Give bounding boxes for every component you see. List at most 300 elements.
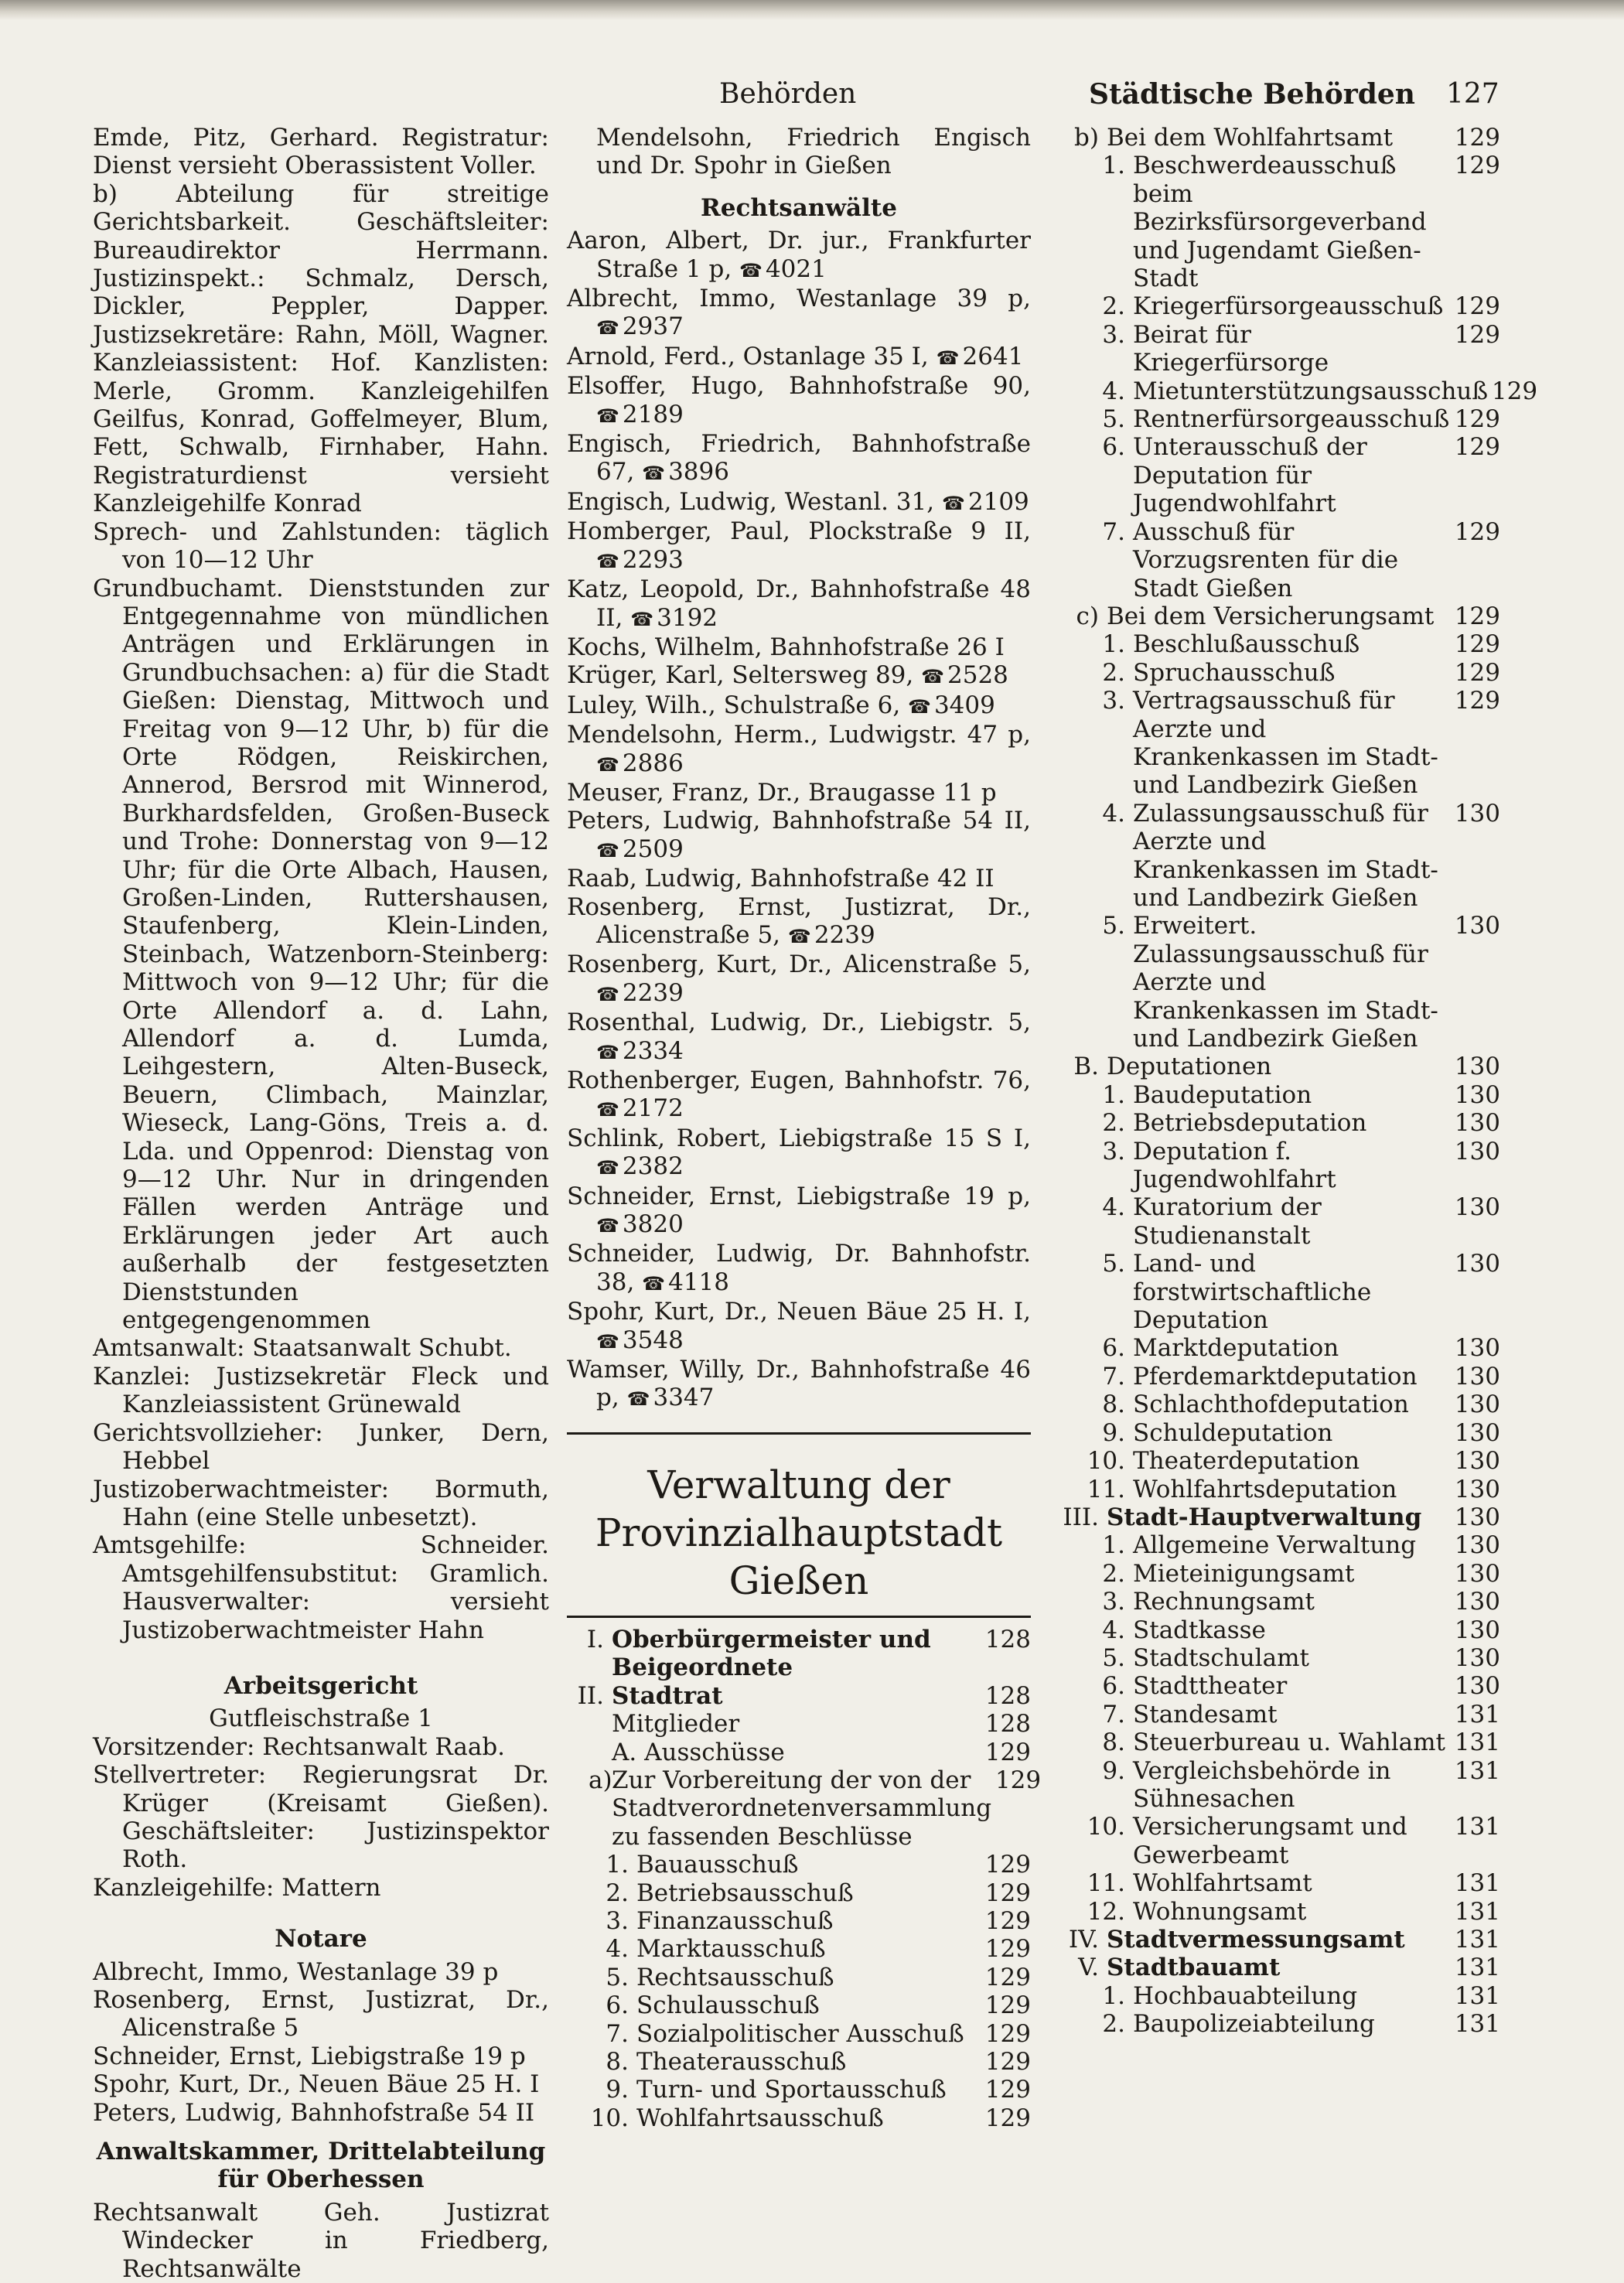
- rechtsanwaelte-heading: Rechtsanwälte: [701, 193, 897, 222]
- toc-number: IV.: [1068, 1926, 1099, 1954]
- lawyer-text: Albrecht, Immo, Westanlage 39 p,: [567, 285, 1031, 313]
- toc-label: Vertragsausschuß für Aerzte und Krankenkassen im Stadt- und Landbezirk Gießen: [1133, 687, 1438, 800]
- toc-page: 129: [984, 2047, 1031, 2076]
- lawyer-phone: 2189: [622, 400, 684, 428]
- arbeitsgericht-para: Kanzleigehilfe: Mattern: [93, 1873, 381, 1902]
- lawyer-text: Raab, Ludwig, Bahnhofstraße 42 II: [567, 865, 995, 893]
- toc-label: Unterausschuß der Deputation für Jugendwohlfahrt: [1133, 433, 1367, 518]
- toc-label: Deputationen: [1107, 1053, 1272, 1081]
- telephone-icon: ☎: [596, 404, 619, 427]
- toc-row: [1056, 1644, 1500, 1672]
- toc-page: 129: [984, 2019, 1031, 2048]
- toc-number: 2.: [1102, 2010, 1125, 2039]
- toc-label: Sozialpolitischer Ausschuß: [636, 2019, 964, 2048]
- toc-page: 130: [1454, 1250, 1500, 1278]
- lawyer-entry: [567, 633, 1031, 661]
- lawyer-phone: 2172: [622, 1094, 684, 1123]
- toc-page: 131: [1454, 1954, 1500, 1982]
- lawyer-text: Schneider, Ludwig, Dr. Bahnhofstr. 38,: [567, 1240, 1031, 1296]
- toc-page: 130: [1454, 1391, 1500, 1419]
- toc-page: 129: [1454, 517, 1500, 546]
- toc-row: [1056, 1560, 1500, 1588]
- telephone-icon: ☎: [921, 666, 945, 688]
- toc-label: Theaterdeputation: [1133, 1447, 1360, 1476]
- toc-row: [1056, 1391, 1500, 1418]
- toc-label: Finanzausschuß: [636, 1906, 834, 1935]
- toc-number: 6.: [606, 1991, 629, 2020]
- left-para: b) Abteilung für streitige Gerichtsbarkeit. Geschäftsleiter: Bureaudirektor Herrmann. Justizinspekt.: Schmalz, Dersch, Dickler, Peppler, Dapper. Justizsekretäre: Rahn, Möll, Wagner. Kanzleiassistent: Hof. Kanzlisten: Merle, Gromm. Kanzleigehilfen Geilfus, Konrad, Goffelmeyer, Blum, Fett, Schwalb, Firnhaber, Hahn. Registraturdienst versieht Kanzleigehilfe Konrad: [93, 179, 549, 518]
- toc-number: 4.: [606, 1935, 629, 1964]
- toc-label: Stadtkasse: [1133, 1616, 1266, 1644]
- toc-row: [1056, 2010, 1500, 2038]
- toc-page: 130: [1454, 1559, 1500, 1588]
- telephone-icon: ☎: [642, 462, 666, 485]
- toc-number: I.: [586, 1625, 604, 1653]
- lawyer-entry: [567, 227, 1031, 285]
- left-para: Emde, Pitz, Gerhard. Registratur: Dienst versieht Oberassistent Voller.: [93, 124, 549, 180]
- lawyer-text: Rosenberg, Kurt, Dr., Alicenstraße 5,: [567, 950, 1031, 979]
- toc-page: 131: [1454, 1700, 1500, 1728]
- toc-label: Ausschuß für Vorzugsrenten für die Stadt Gießen: [1133, 517, 1399, 602]
- toc-number: 11.: [1087, 1475, 1125, 1503]
- toc-row: [567, 1991, 1031, 2019]
- left-para: Grundbuchamt. Dienststunden zur Entgegennahme von mündlichen Anträgen und Erklärungen in Grundbuchsachen: a) für die Stadt Gießen: Dienstag, Mittwoch und Freitag von 9—12 Uhr, b) für die Orte Rödgen, Reiskirchen, Annerod, Bersrod mit Winnerod, Burkhardsfelden, Großen-Buseck und Trohe: Donnerstag von 9—12 Uhr; für die Orte Albach, Hausen, Großen-Linden, Ruttershausen, Staufenberg, Klein-Linden, Steinbach, Watzenborn-Steinberg: Mittwoch von 9—12 Uhr; für die Orte Allendorf a. d. Lahn, Allendorf a. d. Lumda, Leihgestern, Alten-Buseck, Beuern, Climbach, Mainzlar, Wieseck, Lang-Göns, Treis a. d. Lda. und Oppenrod: Dienstag von 9—12 Uhr. Nur in dringenden Fällen werden Anträge und Erklärungen jeder Art auch außerhalb der festgesetzten Dienststunden entgegengenommen: [93, 574, 549, 1335]
- toc-row: [1056, 1813, 1500, 1869]
- toc-row: [1056, 602, 1500, 630]
- toc-page: 130: [1454, 1503, 1500, 1531]
- toc-row: [567, 2076, 1031, 2104]
- toc-label: Allgemeine Verwaltung: [1133, 1531, 1417, 1560]
- toc-row: [1056, 321, 1500, 377]
- telephone-icon: ☎: [596, 550, 619, 572]
- toc-number: 5.: [606, 1963, 629, 1991]
- toc-page: 129: [984, 1991, 1031, 2020]
- lawyer-text: Rosenberg, Ernst, Justizrat, Dr., Alicenstraße 5,: [567, 892, 1031, 949]
- toc-page: 129: [984, 1738, 1031, 1766]
- toc-row: [1056, 405, 1500, 433]
- toc-page: 130: [1454, 1531, 1500, 1560]
- lawyer-entry: [567, 430, 1031, 488]
- toc-label: Kuratorium der Studienanstalt: [1133, 1193, 1322, 1250]
- toc-row: [1056, 1476, 1500, 1503]
- arbeitsgericht-para: Vorsitzender: Rechtsanwalt Raab.: [93, 1732, 506, 1761]
- toc-row: [1056, 1672, 1500, 1700]
- toc-page: 129: [1454, 687, 1500, 715]
- toc-row: [567, 1907, 1031, 1935]
- toc-row: [567, 1879, 1031, 1907]
- lawyer-phone: 2509: [622, 834, 684, 863]
- lawyer-entry: [567, 1066, 1031, 1124]
- lawyer-text: Katz, Leopold, Dr., Bahnhofstraße 48 II,: [567, 575, 1031, 632]
- toc-page: 129: [984, 1963, 1031, 1991]
- lawyer-text: Rothenberger, Eugen, Bahnhofstr. 76,: [567, 1066, 1031, 1094]
- lawyer-phone: 3820: [622, 1210, 684, 1239]
- toc-number: 7.: [1102, 1362, 1125, 1391]
- toc-label: Wohlfahrtsdeputation: [1133, 1475, 1397, 1503]
- mid-continuation: Mendelsohn, Friedrich Engisch und Dr. Spohr in Gießen: [596, 124, 1031, 180]
- toc-label: Betriebsausschuß: [636, 1879, 854, 1907]
- toc-number: 8.: [606, 2047, 629, 2076]
- left-para: Amtsgehilfe: Schneider. Amtsgehilfensubstitut: Gramlich. Hausverwalter: versieht Justizoberwachtmeister Hahn: [93, 1531, 549, 1644]
- middle-column: [567, 124, 1042, 2132]
- toc-page: 129: [995, 1766, 1042, 1794]
- toc-label: Oberbürgermeister und Beigeordnete: [612, 1625, 931, 1682]
- toc-page: 130: [1454, 1080, 1500, 1109]
- toc-page: 129: [1454, 320, 1500, 349]
- lawyer-text: Wamser, Willy, Dr., Bahnhofstraße 46 p,: [567, 1356, 1031, 1412]
- left-para: Gerichtsvollzieher: Junker, Dern, Hebbel: [93, 1418, 549, 1476]
- toc-label: Zulassungsausschuß für Aerzte und Krankenkassen im Stadt- und Landbezirk Gießen: [1133, 799, 1438, 912]
- toc-page: 130: [1454, 1447, 1500, 1476]
- toc-label: Pferdemarktdeputation: [1133, 1362, 1418, 1391]
- lawyer-text: Kochs, Wilhelm, Bahnhofstraße 26 I: [567, 633, 1005, 661]
- lawyer-entry: [567, 721, 1031, 779]
- notar-entry: Rosenberg, Ernst, Justizrat, Dr., Alicenstraße 5: [93, 1986, 549, 2042]
- lawyer-phone: 4118: [668, 1268, 729, 1296]
- toc-number: 6.: [1102, 433, 1125, 462]
- toc-row: [1056, 1757, 1500, 1814]
- telephone-icon: ☎: [941, 492, 965, 514]
- toc-number: 4.: [1102, 1616, 1125, 1644]
- toc-row: [1056, 152, 1500, 292]
- toc-row: [1056, 433, 1500, 517]
- lawyer-entry: [567, 1182, 1031, 1240]
- toc-page: 129: [1491, 377, 1538, 405]
- lawyer-list: [567, 227, 1031, 1414]
- toc-row: [1056, 292, 1500, 320]
- toc-label: Bei dem Versicherungsamt: [1107, 602, 1435, 630]
- toc-row: [1056, 1898, 1500, 1926]
- toc-number: 8.: [1102, 1391, 1125, 1419]
- left-para: Amtsanwalt: Staatsanwalt Schubt.: [93, 1334, 512, 1363]
- toc-label: Marktausschuß: [636, 1935, 826, 1964]
- toc-row: [1056, 800, 1500, 913]
- lawyer-phone: 3192: [657, 603, 718, 632]
- toc-number: 3.: [606, 1906, 629, 1935]
- toc-page: 131: [1454, 2010, 1500, 2039]
- lawyer-text: Spohr, Kurt, Dr., Neuen Bäue 25 H. I,: [567, 1298, 1031, 1326]
- right-toc: [1056, 124, 1538, 2039]
- toc-row: [1056, 1982, 1500, 2010]
- running-header: [0, 71, 1624, 118]
- toc-row: [567, 2104, 1031, 2132]
- telephone-icon: ☎: [630, 608, 654, 630]
- toc-row: [567, 2048, 1031, 2076]
- lawyer-text: Arnold, Ferd., Ostanlage 35 I,: [567, 342, 929, 370]
- toc-page: 129: [1454, 152, 1500, 180]
- toc-row: [567, 1935, 1031, 1963]
- toc-label: Hochbauabteilung: [1133, 1981, 1358, 2010]
- toc-label: Spruchausschuß: [1133, 658, 1336, 687]
- toc-row: [1056, 1109, 1500, 1137]
- toc-number: 3.: [1102, 1137, 1125, 1165]
- lawyer-text: Elsoffer, Hugo, Bahnhofstraße 90,: [567, 372, 1031, 401]
- lawyer-phone: 2886: [622, 749, 684, 777]
- lawyer-entry: [567, 807, 1031, 865]
- toc-label: Mitglieder: [612, 1710, 740, 1739]
- lawyer-entry: [567, 1298, 1031, 1356]
- toc-row: [567, 2020, 1031, 2048]
- toc-number: 4.: [1102, 1193, 1125, 1222]
- lawyer-phone: 3548: [622, 1326, 684, 1354]
- toc-number: c): [1076, 602, 1099, 630]
- toc-page: 129: [984, 1879, 1031, 1907]
- toc-page: 130: [1454, 1193, 1500, 1222]
- lawyer-text: Engisch, Friedrich, Bahnhofstraße 67,: [567, 430, 1031, 486]
- toc-label: Baupolizeiabteilung: [1133, 2010, 1375, 2039]
- notar-entry: Spohr, Kurt, Dr., Neuen Bäue 25 H. I: [93, 2070, 540, 2099]
- lawyer-entry: [567, 285, 1031, 343]
- page-number: 127: [1446, 78, 1499, 110]
- lawyer-phone: 2382: [622, 1152, 684, 1181]
- toc-number: 2.: [1102, 658, 1125, 687]
- toc-number: 4.: [1102, 377, 1125, 405]
- toc-number: 12.: [1087, 1897, 1125, 1926]
- lawyer-entry: [567, 1356, 1031, 1414]
- toc-row: [567, 1851, 1031, 1879]
- toc-label: Theaterausschuß: [636, 2047, 847, 2076]
- lawyer-entry: [567, 691, 1031, 721]
- toc-number: III.: [1063, 1503, 1099, 1531]
- toc-row: [1056, 1954, 1500, 1981]
- toc-label: Baudeputation: [1133, 1080, 1312, 1109]
- toc-page: 130: [1454, 1053, 1500, 1081]
- telephone-icon: ☎: [642, 1272, 666, 1295]
- telephone-icon: ☎: [596, 1215, 619, 1237]
- telephone-icon: ☎: [596, 839, 619, 862]
- toc-row: [567, 1766, 1042, 1851]
- toc-page: 129: [1454, 292, 1500, 321]
- header-section: Städtische Behörden: [1089, 78, 1415, 111]
- lawyer-phone: 2937: [622, 312, 684, 341]
- toc-row: [567, 1682, 1031, 1710]
- toc-number: 6.: [1102, 1334, 1125, 1363]
- lawyer-phone: 3347: [653, 1384, 715, 1412]
- toc-number: 6.: [1102, 1672, 1125, 1701]
- lawyer-entry: [567, 661, 1031, 691]
- telephone-icon: ☎: [936, 346, 960, 369]
- toc-number: 7.: [1102, 1700, 1125, 1728]
- toc-label: Stadt-Hauptverwaltung: [1107, 1503, 1422, 1531]
- toc-page: 131: [1454, 1728, 1500, 1757]
- toc-row: [1056, 1138, 1500, 1194]
- toc-row: [1056, 912, 1500, 1053]
- toc-row: [1056, 1363, 1500, 1391]
- toc-number: 5.: [1102, 1643, 1125, 1672]
- toc-page: 129: [984, 2104, 1031, 2132]
- toc-number: 2.: [1102, 1109, 1125, 1138]
- toc-label: Mieteinigungsamt: [1133, 1559, 1355, 1588]
- toc-label: Wohnungsamt: [1133, 1897, 1307, 1926]
- toc-row: [1056, 1926, 1500, 1954]
- toc-number: 1.: [1102, 1981, 1125, 2010]
- toc-page: 130: [1454, 1643, 1500, 1672]
- toc-number: 7.: [606, 2019, 629, 2048]
- toc-row: [1056, 1419, 1500, 1447]
- toc-page: 131: [1454, 1897, 1500, 1926]
- toc-page: 129: [984, 1851, 1031, 1879]
- toc-label: Stadtschulamt: [1133, 1643, 1309, 1672]
- toc-number: 11.: [1087, 1869, 1125, 1898]
- lawyer-text: Schneider, Ernst, Liebigstraße 19 p,: [567, 1182, 1031, 1210]
- toc-number: 1.: [1102, 1080, 1125, 1109]
- toc-page: 129: [1454, 630, 1500, 659]
- lawyer-text: Meuser, Franz, Dr., Braugasse 11 p: [567, 778, 997, 807]
- mid-toc: [567, 1625, 1042, 2132]
- lawyer-phone: 2528: [947, 661, 1008, 690]
- toc-page: 129: [984, 1935, 1031, 1964]
- telephone-icon: ☎: [596, 753, 619, 776]
- toc-number: 1.: [606, 1851, 629, 1879]
- lawyer-entry: [567, 1008, 1031, 1066]
- toc-page: 130: [1454, 1109, 1500, 1138]
- notar-entry: Schneider, Ernst, Liebigstraße 19 p: [93, 2042, 526, 2070]
- toc-number: a): [589, 1766, 612, 1794]
- toc-number: II.: [577, 1681, 604, 1710]
- telephone-icon: ☎: [626, 1388, 650, 1411]
- toc-page: 130: [1454, 1362, 1500, 1391]
- lawyer-phone: 2239: [814, 920, 875, 949]
- toc-label: Wohlfahrtsausschuß: [636, 2104, 884, 2132]
- arbeitsgericht-address: Gutfleischstraße 1: [209, 1705, 433, 1733]
- toc-page: 129: [1454, 405, 1500, 434]
- section-rule: [567, 1432, 1031, 1435]
- toc-label: Land- und forstwirtschaftliche Deputation: [1133, 1250, 1372, 1335]
- toc-label: Stadtbauamt: [1107, 1954, 1281, 1982]
- toc-number: 2.: [1102, 1559, 1125, 1588]
- toc-label: Turn- und Sportausschuß: [636, 2076, 947, 2104]
- lawyer-entry: [567, 372, 1031, 430]
- toc-page: 129: [1454, 124, 1500, 152]
- lawyer-entry: [567, 1124, 1031, 1182]
- toc-label: Steuerbureau u. Wahlamt: [1133, 1728, 1445, 1757]
- lawyer-entry: [567, 343, 1031, 372]
- lawyer-entry: [567, 1240, 1031, 1298]
- toc-number: 1.: [1102, 1531, 1125, 1560]
- telephone-icon: ☎: [596, 1330, 619, 1353]
- anwaltskammer-heading: Anwaltskammer, Drittelabteilung für Oberhessen: [96, 2138, 546, 2194]
- toc-label: Schuldeputation: [1133, 1418, 1333, 1447]
- toc-row: [1056, 1531, 1500, 1559]
- toc-label: Rechnungsamt: [1133, 1588, 1315, 1616]
- toc-number: 7.: [1102, 517, 1125, 546]
- toc-page: 129: [1454, 602, 1500, 630]
- toc-label: Rentnerfürsorgeausschuß: [1133, 405, 1450, 434]
- toc-label: Schlachthofdeputation: [1133, 1391, 1409, 1419]
- toc-label: Schulausschuß: [636, 1991, 820, 2020]
- lawyer-text: Mendelsohn, Herm., Ludwigstr. 47 p,: [567, 721, 1031, 749]
- toc-row: [1056, 1447, 1500, 1475]
- toc-label: Stadttheater: [1133, 1672, 1288, 1701]
- notare-heading: Notare: [275, 1925, 367, 1954]
- header-center: Behörden: [719, 78, 857, 110]
- notar-entry: Peters, Ludwig, Bahnhofstraße 54 II: [93, 2098, 535, 2127]
- toc-row: [1056, 518, 1500, 602]
- toc-number: 4.: [1102, 799, 1125, 828]
- toc-row: [1056, 659, 1500, 687]
- toc-row: [1056, 1250, 1500, 1334]
- lawyer-entry: [567, 575, 1031, 633]
- toc-page: 128: [984, 1625, 1031, 1653]
- toc-page: 130: [1454, 1137, 1500, 1165]
- left-para: Justizoberwachtmeister: Bormuth, Hahn (eine Stelle unbesetzt).: [93, 1475, 549, 1531]
- toc-page: 130: [1454, 1418, 1500, 1447]
- toc-page: 128: [984, 1710, 1031, 1739]
- toc-label: Wohlfahrtsamt: [1133, 1869, 1312, 1898]
- lawyer-phone: 2334: [622, 1036, 684, 1065]
- toc-number: 3.: [1102, 687, 1125, 715]
- toc-label: Standesamt: [1133, 1700, 1278, 1728]
- anwaltskammer-text: Rechtsanwalt Geh. Justizrat Windecker in Friedberg, Rechtsanwälte: [93, 2198, 549, 2283]
- toc-label: Stadtrat: [612, 1681, 723, 1710]
- page-top-edge: [0, 0, 1624, 20]
- toc-label: Deputation f. Jugendwohlfahrt: [1133, 1137, 1336, 1194]
- left-para: Sprech- und Zahlstunden: täglich von 10—12 Uhr: [93, 517, 549, 575]
- lawyer-phone: 3896: [668, 458, 729, 486]
- section-rule: [567, 1616, 1031, 1618]
- toc-page: 129: [1454, 658, 1500, 687]
- toc-page: 131: [1454, 1869, 1500, 1898]
- toc-number: 5.: [1102, 405, 1125, 434]
- toc-row: [567, 1739, 1031, 1766]
- lawyer-entry: [567, 517, 1031, 575]
- telephone-icon: ☎: [596, 1099, 619, 1121]
- toc-page: 131: [1454, 1756, 1500, 1785]
- toc-number: 1.: [1102, 630, 1125, 659]
- right-column: [1056, 124, 1538, 2039]
- lawyer-text: Luley, Wilh., Schulstraße 6,: [567, 691, 901, 719]
- toc-label: Kriegerfürsorgeausschuß: [1133, 292, 1444, 321]
- toc-number: 8.: [1102, 1728, 1125, 1757]
- toc-label: Erweitert. Zulassungsausschuß für Aerzte und Krankenkassen im Stadt- und Landbezirk Gießen: [1133, 912, 1438, 1053]
- toc-label: Beschlußausschuß: [1133, 630, 1360, 659]
- telephone-icon: ☎: [596, 983, 619, 1005]
- toc-row: [1056, 630, 1500, 658]
- verwaltung-heading: Verwaltung der Provinzialhauptstadt Gießen: [595, 1462, 1003, 1603]
- lawyer-phone: 2293: [622, 545, 684, 574]
- toc-page: 130: [1454, 912, 1500, 940]
- toc-label: Stadtvermessungsamt: [1107, 1926, 1405, 1954]
- left-para: Kanzlei: Justizsekretär Fleck und Kanzleiassistent Grünewald: [93, 1362, 549, 1419]
- toc-page: 130: [1454, 799, 1500, 828]
- lawyer-phone: 2239: [622, 978, 684, 1007]
- toc-page: 129: [984, 2076, 1031, 2104]
- toc-label: Beirat für Kriegerfürsorge: [1133, 320, 1329, 377]
- lawyer-entry: [567, 488, 1031, 517]
- telephone-icon: ☎: [596, 1041, 619, 1063]
- toc-number: 9.: [1102, 1418, 1125, 1447]
- telephone-icon: ☎: [908, 695, 931, 718]
- toc-label: Beschwerdeausschuß beim Bezirksfürsorgeverband und Jugendamt Gießen-Stadt: [1133, 152, 1427, 293]
- toc-number: 2.: [606, 1879, 629, 1907]
- lawyer-phone: 2109: [967, 487, 1029, 516]
- toc-label: Zur Vorbereitung der von der Stadtverordnetenversammlung zu fassenden Beschlüsse: [612, 1766, 992, 1851]
- toc-row: [1056, 377, 1538, 405]
- lawyer-text: Homberger, Paul, Plockstraße 9 II,: [567, 517, 1031, 546]
- toc-label: Rechtsausschuß: [636, 1963, 834, 1991]
- toc-number: 1.: [1102, 152, 1125, 180]
- toc-number: 9.: [1102, 1756, 1125, 1785]
- toc-page: 130: [1454, 1588, 1500, 1616]
- toc-number: 3.: [1102, 320, 1125, 349]
- toc-number: 2.: [1102, 292, 1125, 321]
- toc-number: B.: [1073, 1053, 1099, 1081]
- telephone-icon: ☎: [596, 1157, 619, 1179]
- toc-label: Versicherungsamt und Gewerbeamt: [1133, 1813, 1407, 1869]
- lawyer-entry: [567, 950, 1031, 1008]
- toc-row: [567, 1964, 1031, 1991]
- lawyer-entry: [567, 865, 1031, 892]
